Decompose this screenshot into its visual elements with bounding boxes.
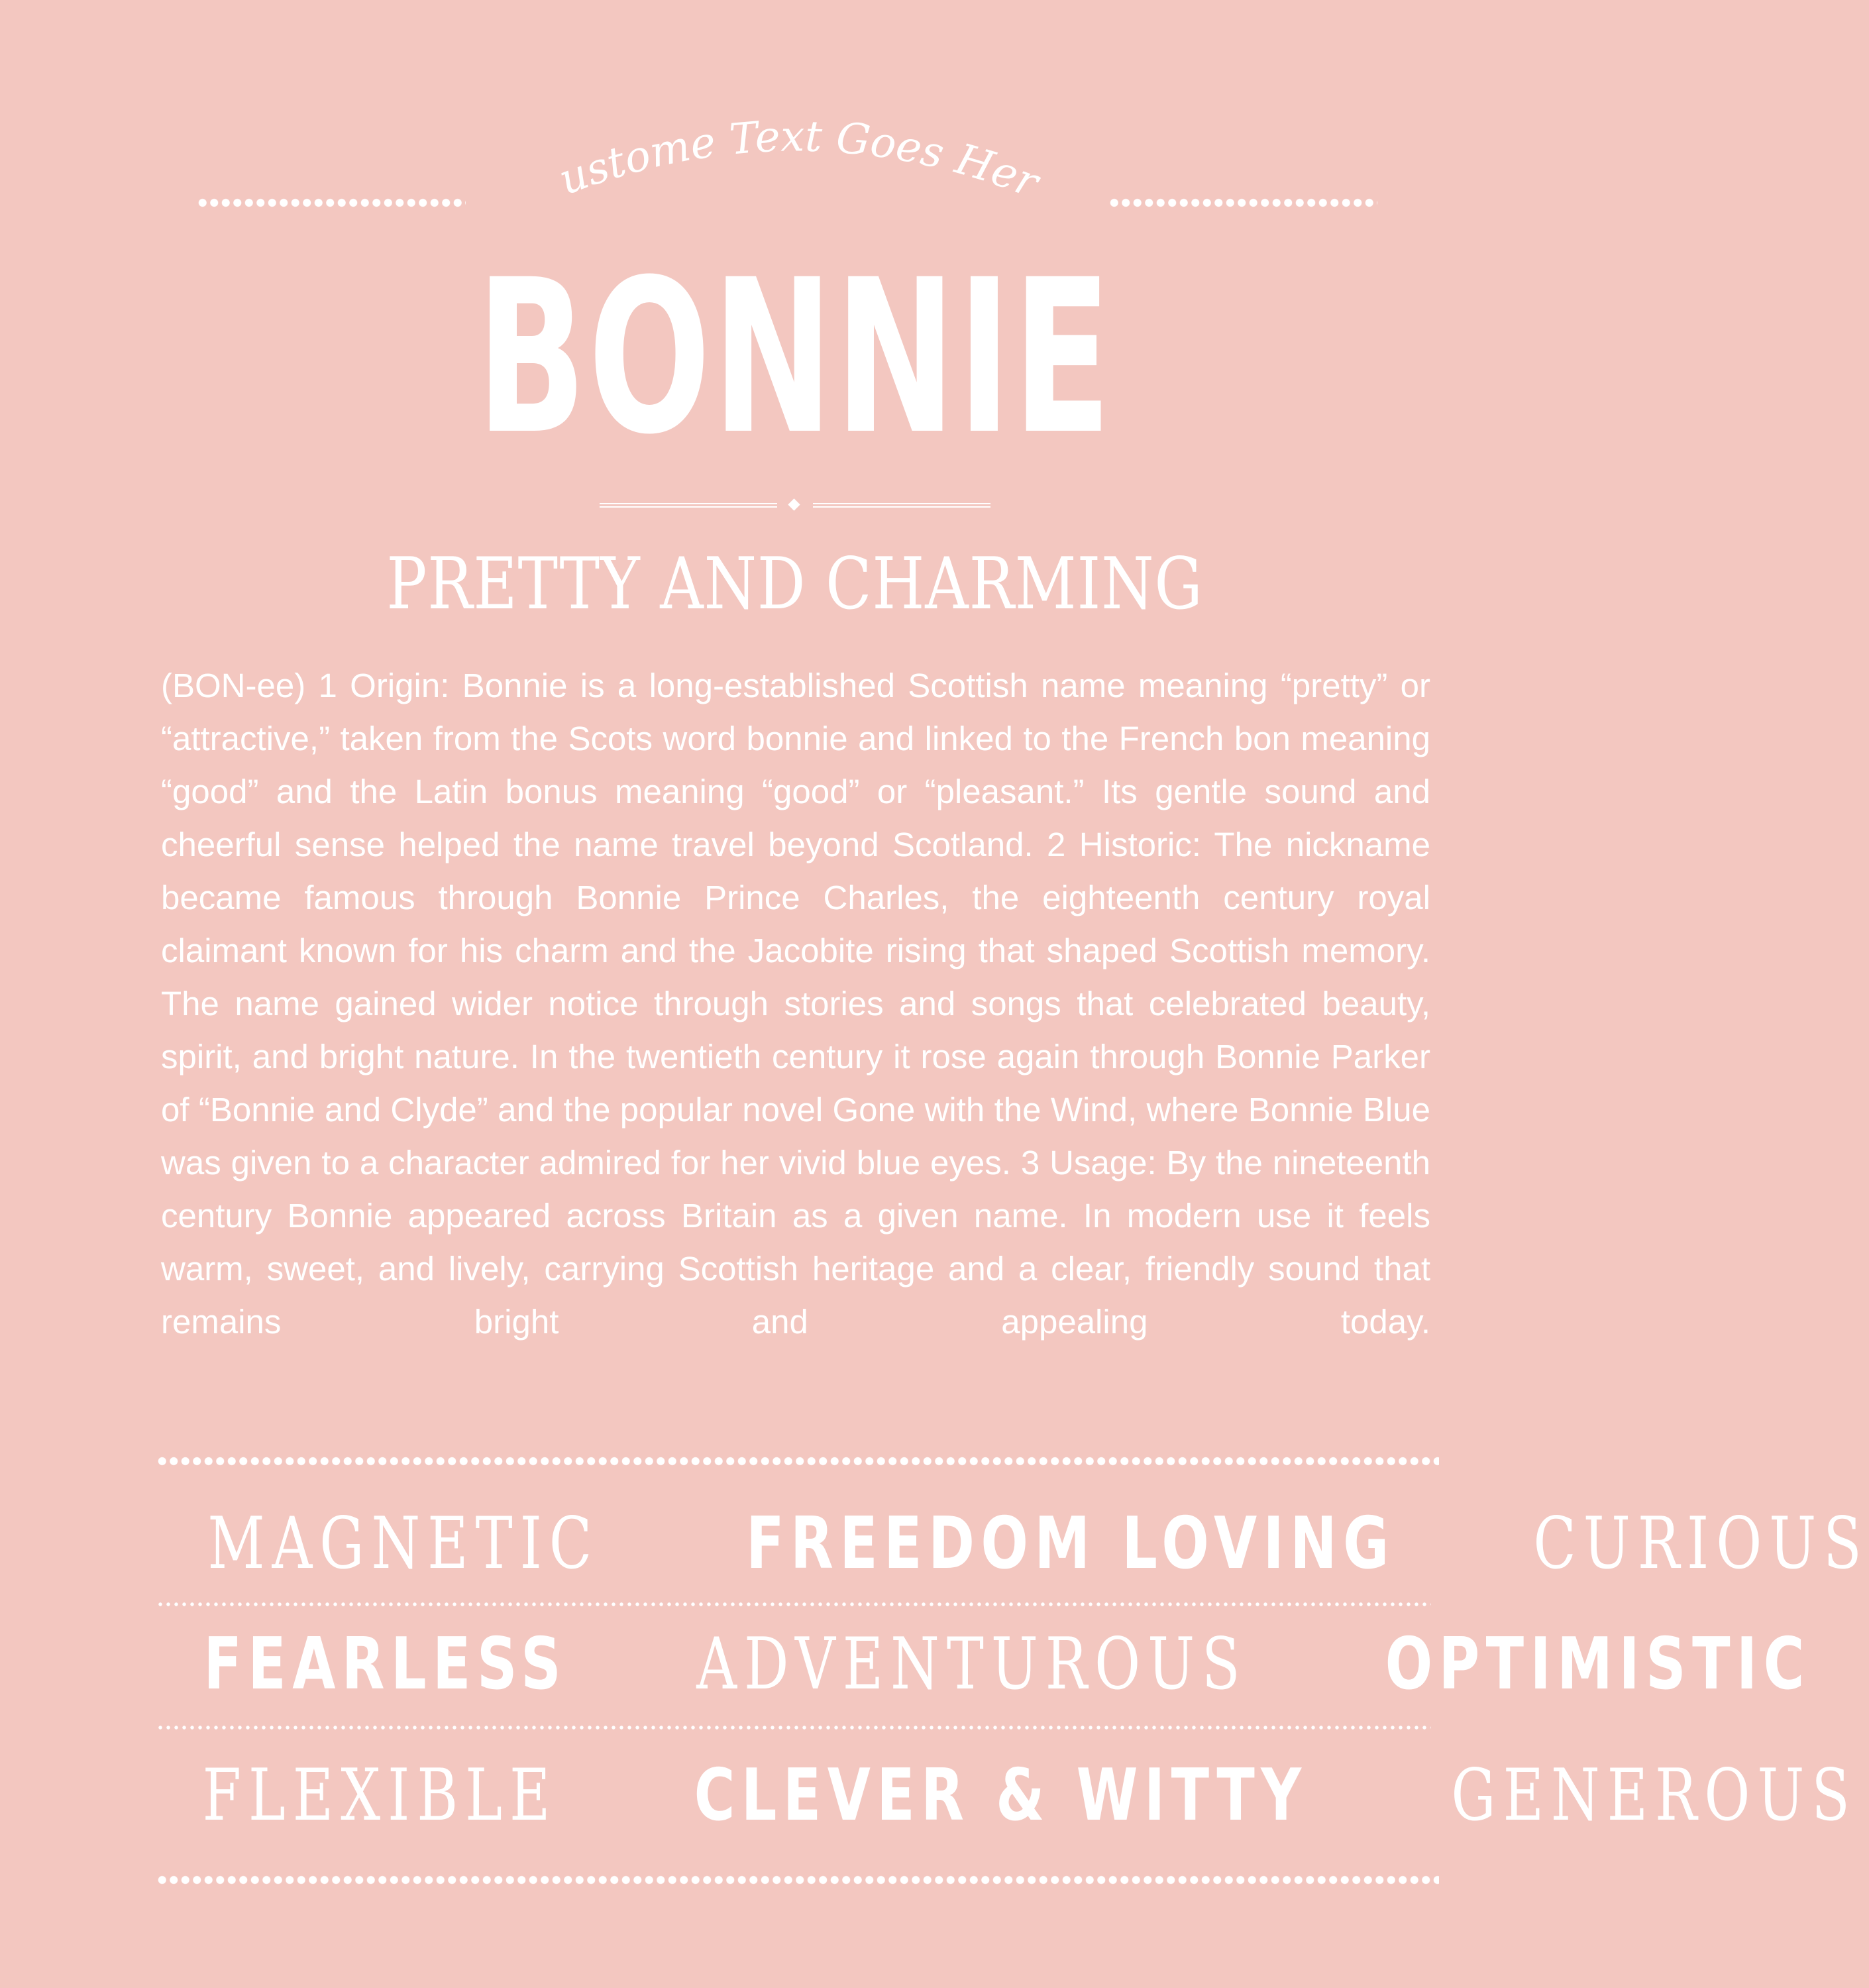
trait-separator-2 (156, 1726, 1431, 1730)
ornamental-divider (600, 500, 990, 514)
meaning-heading (0, 545, 1590, 624)
trait-word: CLEVER & WITTY (694, 1754, 1308, 1837)
name-text: BONNIE (476, 235, 1114, 481)
traits-bottom-dotted-rule (156, 1875, 1439, 1885)
divider-rule-right (813, 503, 990, 508)
custom-text-banner (0, 71, 1590, 209)
trait-row-3 (152, 1754, 1857, 1837)
traits-top-dotted-rule (156, 1457, 1439, 1466)
trait-word: FEARLESS (203, 1623, 568, 1706)
trait-word: CURIOUS (1533, 1502, 1869, 1585)
trait-word: ADVENTUROUS (696, 1623, 1248, 1706)
trait-word: GENEROUS (1451, 1754, 1857, 1837)
trait-separator-1 (156, 1602, 1431, 1606)
trait-word: OPTIMISTIC (1385, 1623, 1811, 1706)
arched-script-text (527, 71, 1047, 209)
trait-word: MAGNETIC (207, 1502, 600, 1585)
trait-word: FREEDOM LOVING (745, 1502, 1395, 1585)
name-title (0, 235, 1590, 481)
trait-row-2 (152, 1623, 1811, 1706)
description-paragraph: (BON-ee) 1 Origin: Bonnie is a long-established Scottish name meaning “pretty” or “attractive,” taken from the Scots word bonnie and linked to the French bon meaning “good” and the Latin bonus meaning “good” or “pleasant.” Its gentle sound and cheerful sense helped the name travel beyond Scotland. 2 Historic: The nickname became famous through Bonnie Prince Charles, the eighteenth century royal claimant known for his charm and the Jacobite rising that shaped Scottish memory. The name gained wider notice through stories and songs that celebrated beauty, spirit, and bright nature. In the twentieth century it rose again through Bonnie Parker of “Bonnie and Clyde” and the popular novel Gone with the Wind, where Bonnie Blue was given to a character admired for her vivid blue eyes. 3 Usage: By the nineteenth century Bonnie appeared across Britain as a given name. In modern use it feels warm, sweet, and lively, carrying Scottish heritage and a clear, friendly sound that remains bright and appealing today. (161, 667, 1430, 1341)
trait-row-1 (152, 1502, 1869, 1585)
diamond-icon (788, 498, 800, 510)
trait-word: FLEXIBLE (202, 1754, 558, 1837)
divider-rule-left (600, 503, 777, 508)
svg-text:Custome Text Goes Here (527, 71, 1047, 209)
custom-text: Custome Text Goes Here (527, 71, 1045, 208)
meaning-text: PRETTY AND CHARMING (386, 543, 1204, 626)
